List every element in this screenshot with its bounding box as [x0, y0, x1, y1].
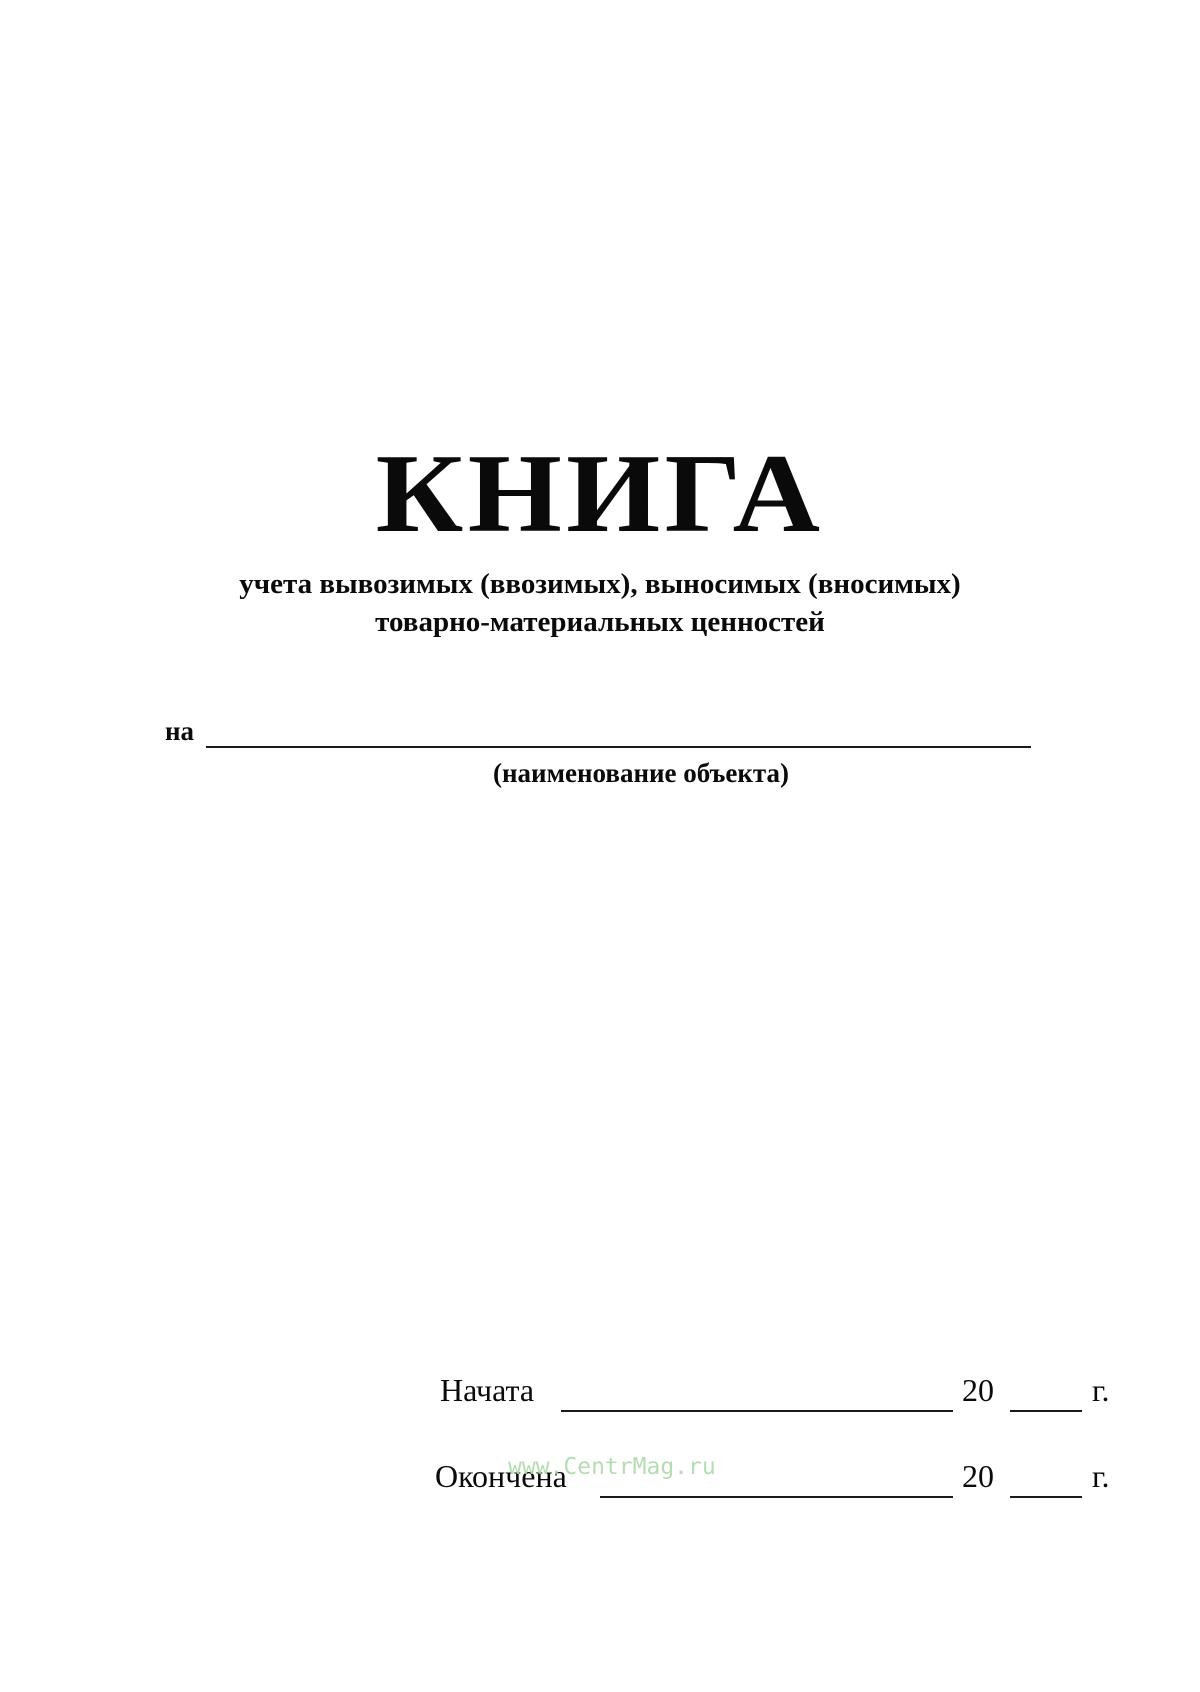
site-watermark: www.CentrMag.ru [508, 1454, 716, 1480]
object-name-blank-line [206, 746, 1031, 748]
object-name-caption: (наименование объекта) [493, 758, 789, 788]
end-year-prefix: 20 [962, 1458, 994, 1494]
document-subtitle-line1: учета вывозимых (ввозимых), выносимых (вносимых) [239, 568, 961, 600]
start-year-suffix: г. [1092, 1372, 1110, 1408]
object-prefix: на [165, 716, 195, 746]
start-date-row [0, 1374, 1200, 1414]
start-date-blank-line [561, 1410, 953, 1412]
end-year-blank-line [1010, 1496, 1082, 1498]
start-date-label: Начата [440, 1372, 535, 1408]
start-year-blank-line [1010, 1410, 1082, 1412]
start-year-prefix: 20 [962, 1372, 994, 1408]
document-subtitle-line2: товарно-материальных ценностей [375, 606, 825, 638]
document-title: КНИГА [375, 432, 825, 556]
end-date-blank-line [600, 1496, 953, 1498]
end-year-suffix: г. [1092, 1458, 1110, 1494]
end-date-label: Окончена [435, 1458, 567, 1494]
